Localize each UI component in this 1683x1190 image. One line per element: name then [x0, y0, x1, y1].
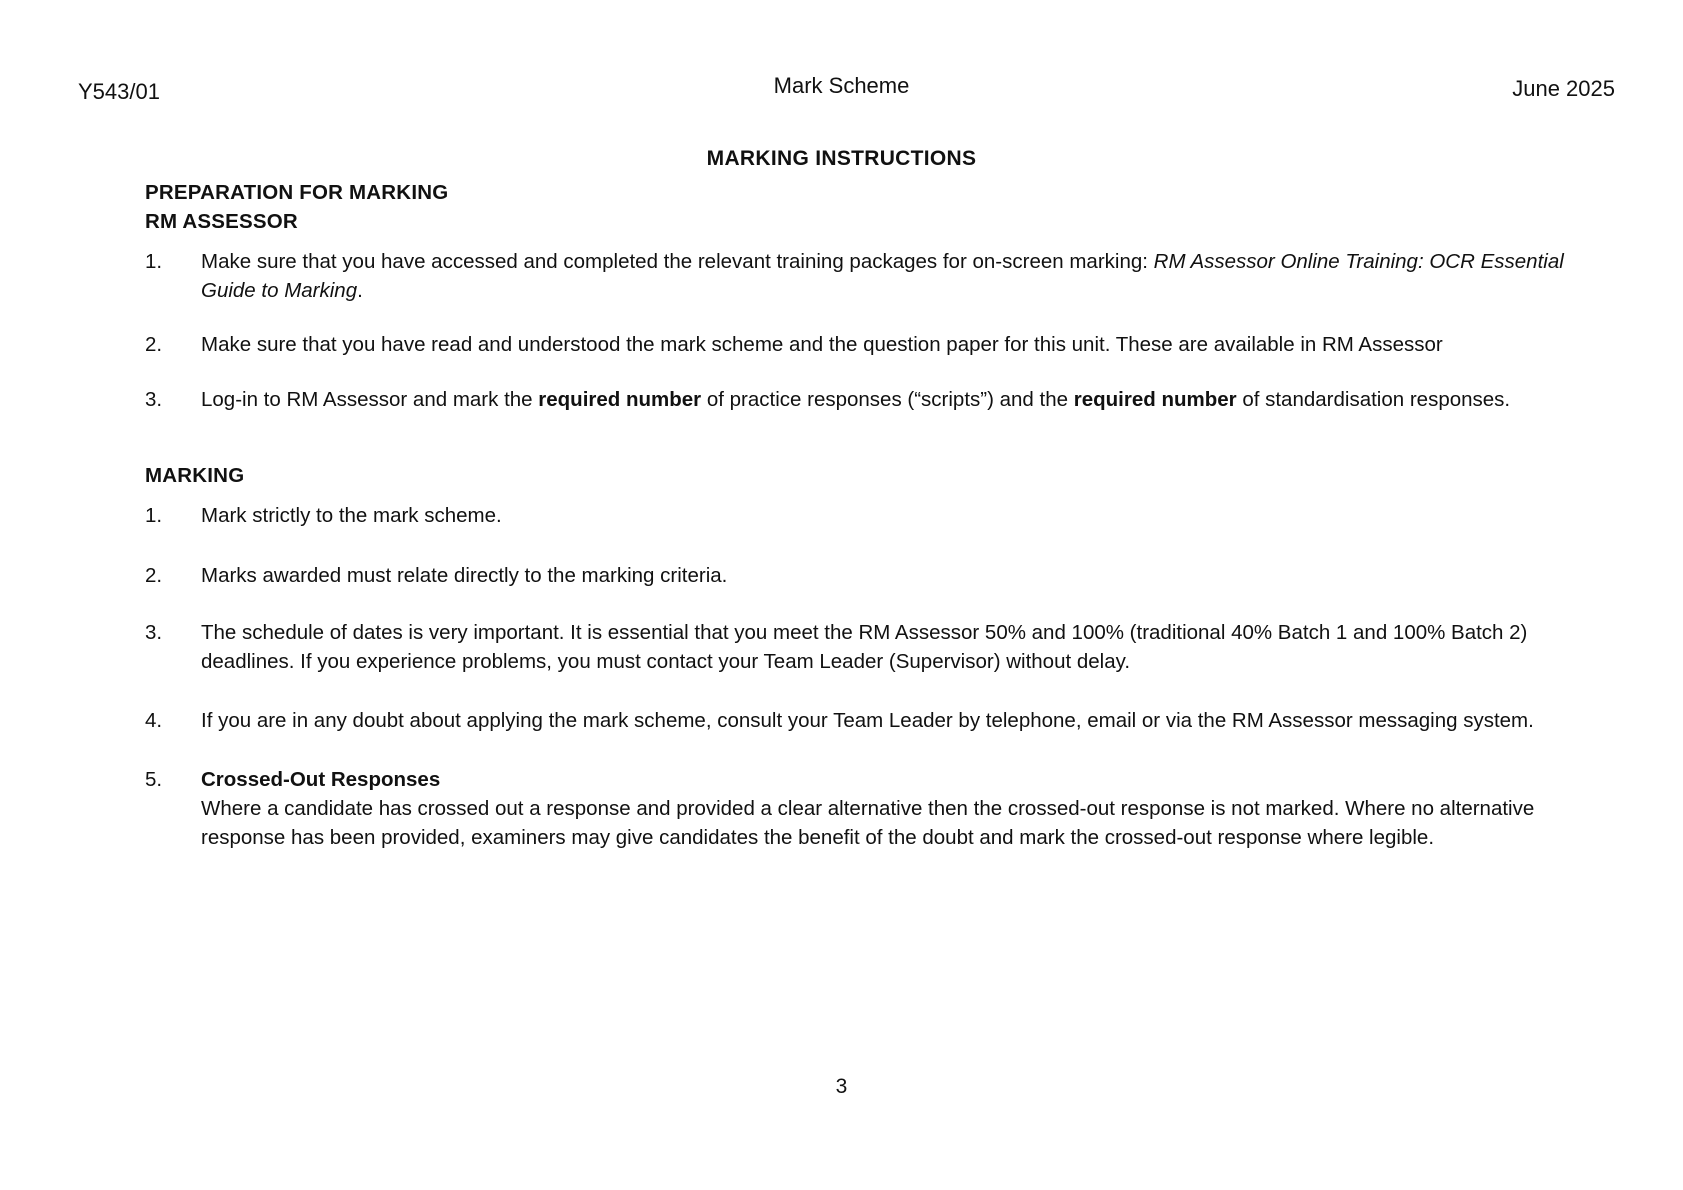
item-text: If you are in any doubt about applying the mark scheme, consult your Team Leader by telephone, email or via the RM Assessor messaging system. — [201, 709, 1534, 732]
item-number: 1. — [145, 250, 163, 273]
emphasis: required number — [538, 388, 702, 411]
item-number: 3. — [145, 388, 163, 411]
item-text-plain: Where a candidate has crossed out a response and provided a clear alternative then the crossed-out response is not marked. Where no alternative response has been provided, examiners may give candidates the benefit of the doubt and mark the crossed-out response where legible. — [201, 797, 1535, 849]
item-text: Mark strictly to the mark scheme. — [201, 504, 502, 527]
item-text — [201, 385, 1565, 414]
item-text — [201, 247, 1565, 305]
item-text: The schedule of dates is very important. It is essential that you meet the RM Assessor 50% and 100% (traditional 40% Batch 1 and 100% Batch 2) deadlines. If you experience problems, you must contact your Team Leader (Supervisor) without delay. — [201, 621, 1528, 673]
item-number: 4. — [145, 709, 163, 732]
item-number: 2. — [145, 333, 163, 356]
item-number: 3. — [145, 621, 163, 644]
training-reference: RM Assessor Online Training: OCR Essential Guide to Marking — [201, 250, 1564, 302]
page-title: MARKING INSTRUCTIONS — [706, 147, 977, 170]
preparation-heading: PREPARATION FOR MARKING — [145, 181, 449, 204]
page-number: 3 — [835, 1075, 848, 1098]
item-number: 1. — [145, 504, 163, 527]
header-title: Mark Scheme — [773, 73, 910, 98]
list-item — [145, 765, 1565, 852]
list-item — [145, 561, 1565, 590]
paper-code: Y543/01 — [78, 79, 160, 104]
item-text-part: Log-in to RM Assessor and mark the — [201, 388, 539, 411]
item-text: Marks awarded must relate directly to the marking criteria. — [201, 564, 728, 587]
item-text-part: of standardisation responses. — [1236, 388, 1511, 411]
list-item — [145, 706, 1565, 735]
list-item — [145, 330, 1565, 359]
item-text-part: of practice responses (“scripts”) and the — [701, 388, 1074, 411]
list-item — [145, 618, 1565, 676]
item-title: Crossed-Out Responses — [201, 768, 441, 791]
list-item — [145, 501, 1565, 530]
item-text-plain: Make sure that you have accessed and completed the relevant training packages for on-screen marking: — [201, 250, 1154, 273]
rm-assessor-heading: RM ASSESSOR — [145, 210, 298, 233]
item-number: 5. — [145, 768, 163, 791]
list-item — [145, 247, 1565, 305]
item-text: Make sure that you have read and understood the mark scheme and the question paper for this unit. These are available in RM Assessor — [201, 333, 1443, 356]
list-item — [145, 385, 1565, 414]
preparation-list — [145, 247, 1565, 414]
item-number: 2. — [145, 564, 163, 587]
emphasis: required number — [1073, 388, 1237, 411]
item-text-end: . — [357, 279, 363, 302]
item-text — [201, 765, 1565, 852]
header-date: June 2025 — [1512, 76, 1615, 101]
marking-heading: MARKING — [145, 464, 245, 487]
marking-list — [145, 501, 1565, 852]
content — [145, 178, 1565, 852]
